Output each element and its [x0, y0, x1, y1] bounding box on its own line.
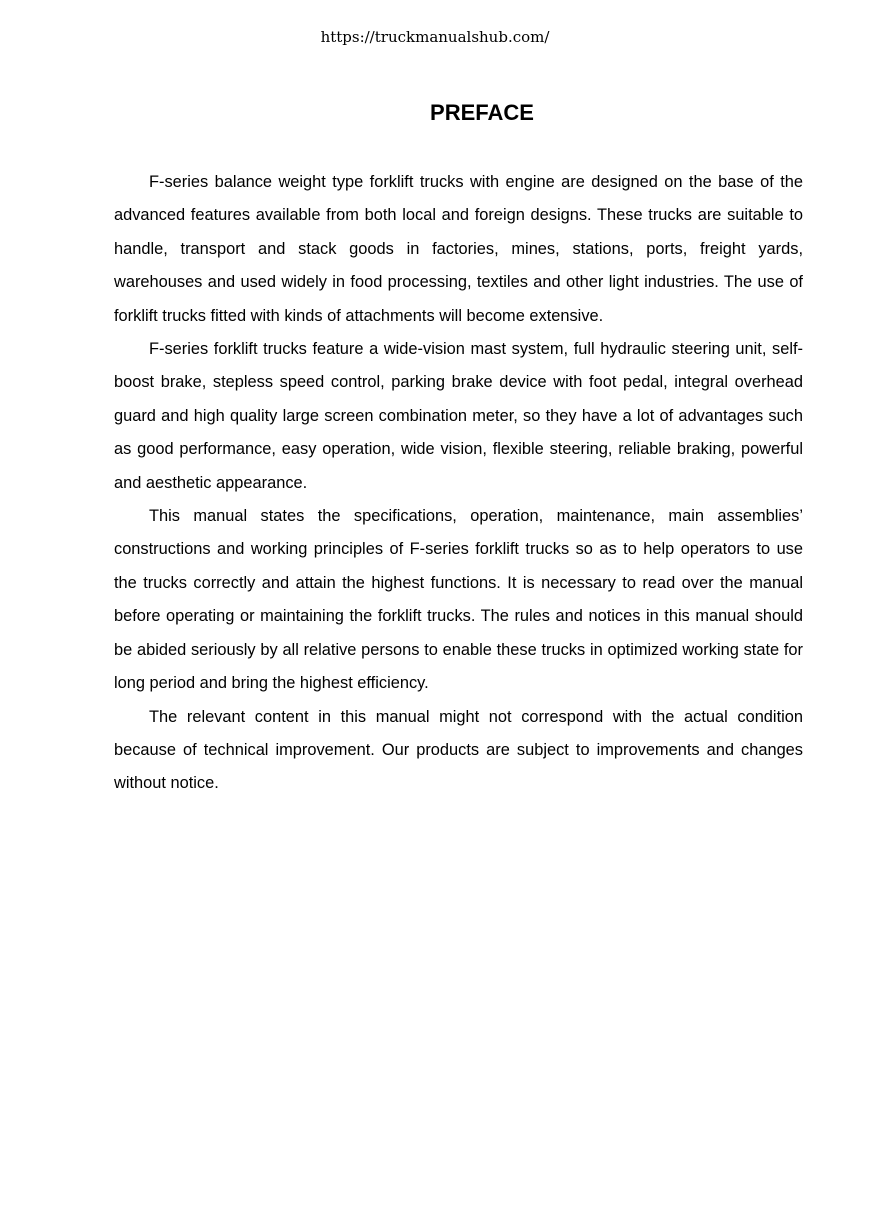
paragraph: F-series forklift trucks feature a wide-vision mast system, full hydraulic steering unit, self-boost brake, stepless speed control, parking brake device with foot pedal, integral overhead guard and high quality large screen combination meter, so they have a lot of advantages such as good performance, easy operation, wide vision, flexible steering, reliable braking, powerful and aesthetic appearance. [114, 340, 803, 492]
page-title: PREFACE [430, 100, 534, 125]
preface-body [114, 166, 803, 801]
header-url: https://truckmanualshub.com/ [320, 28, 550, 46]
paragraph: This manual states the specifications, operation, maintenance, main assemblies’ constructions and working principles of F-series forklift trucks so as to help operators to use the trucks correctly and attain the highest functions. It is necessary to read over the manual before operating or maintaining the forklift trucks. The rules and notices in this manual should be abided seriously by all relative persons to enable these trucks in optimized working state for long period and bring the highest efficiency. [114, 507, 803, 693]
paragraph: F-series balance weight type forklift trucks with engine are designed on the base of the advanced features available from both local and foreign designs. These trucks are suitable to handle, transport and stack goods in factories, mines, stations, ports, freight yards, warehouses and used widely in food processing, textiles and other light industries. The use of forklift trucks fitted with kinds of attachments will become extensive. [114, 173, 803, 325]
paragraph: The relevant content in this manual might not correspond with the actual condition because of technical improvement. Our products are subject to improvements and changes without notice. [114, 707, 803, 793]
